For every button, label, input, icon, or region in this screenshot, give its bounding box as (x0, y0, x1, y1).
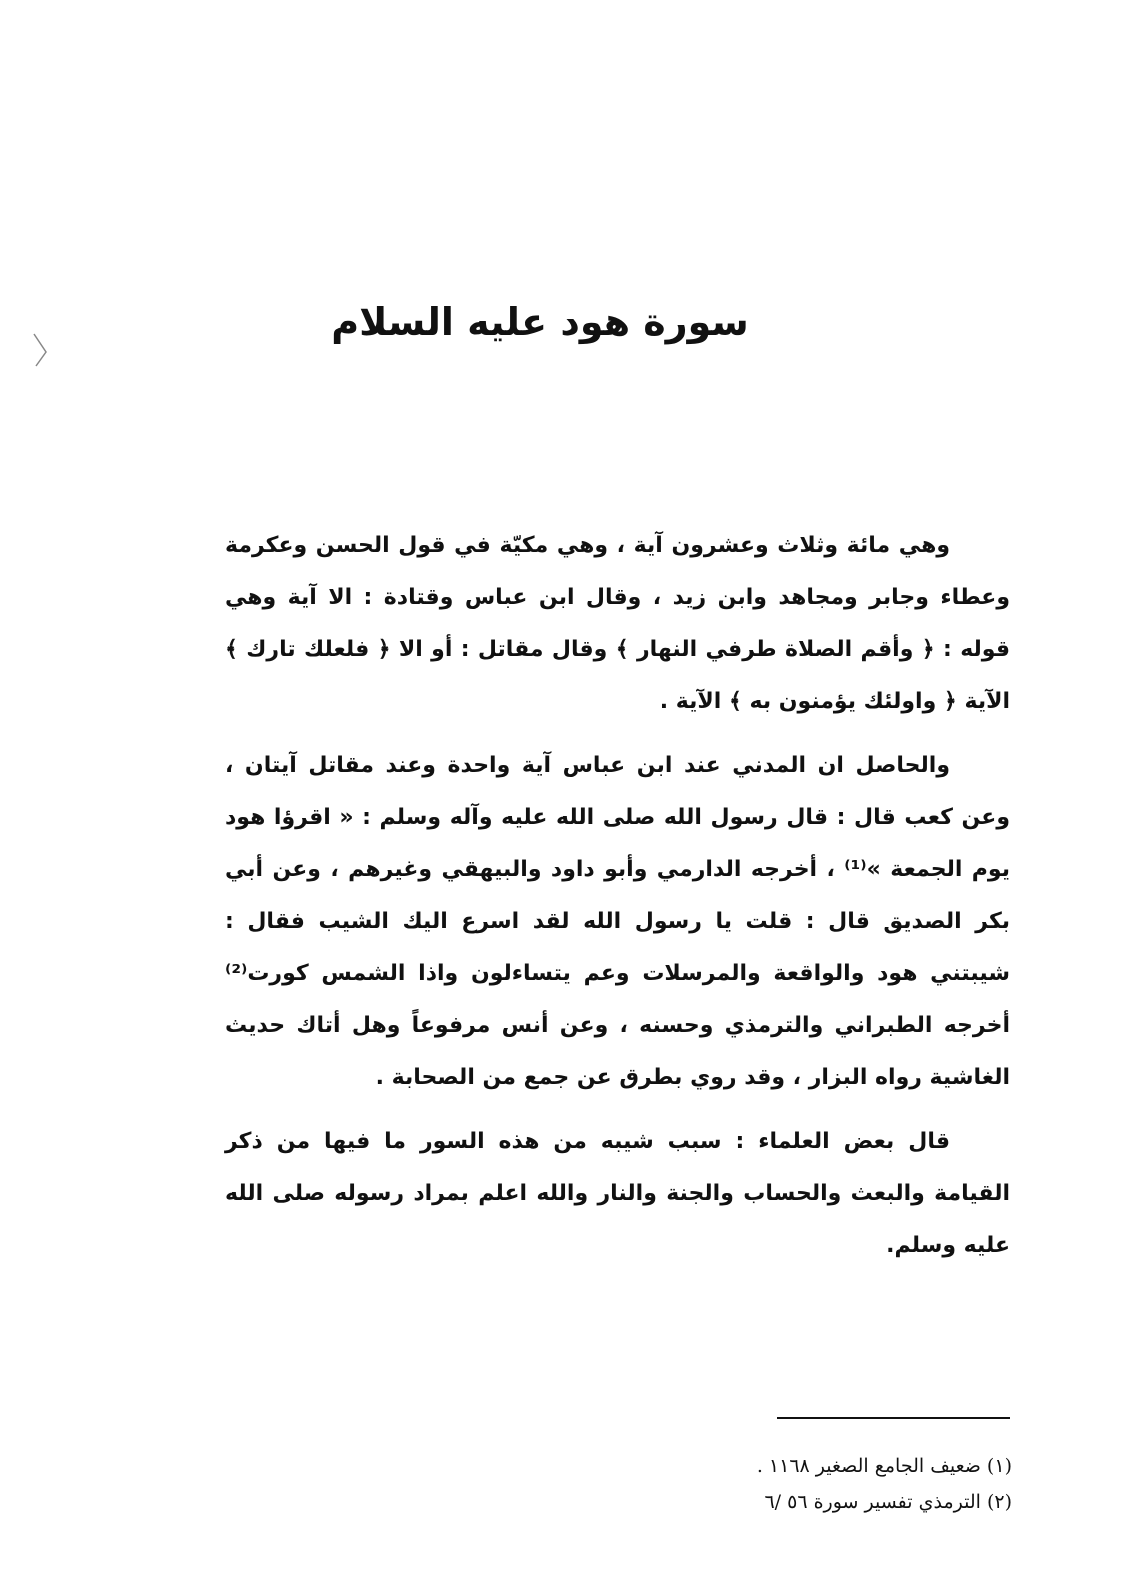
page-edge-mark (30, 330, 52, 370)
paragraph-1: وهي مائة وثلاث وعشرون آية ، وهي مكيّة في قول الحسن وعكرمة وعطاء وجابر ومجاهد وابن زيد ، وقال ابن عباس وقتادة : الا آية وهي قوله : ﴿ وأقم الصلاة طرفي النهار ﴾ وقال مقاتل : أو الا ﴿ فلعلك تارك ﴾ الآية ﴿ واولئك يؤمنون به ﴾ الآية . (225, 533, 1010, 714)
footnote-1: (١) ضعيف الجامع الصغير ١١٦٨ . (756, 1455, 1012, 1477)
paragraph-3: قال بعض العلماء : سبب شيبه من هذه السور ما فيها من ذكر القيامة والبعث والحساب والجنة والنار والله اعلم بمراد رسوله صلى الله عليه وسلم. (225, 1129, 1010, 1258)
surah-title: سورة هود عليه السلام (331, 300, 749, 344)
footnotes (560, 1448, 1012, 1520)
body-text (225, 520, 1010, 1272)
footnote-2: (٢) الترمذي تفسير سورة ٥٦ /٦ (764, 1491, 1012, 1513)
paragraph-2: والحاصل ان المدني عند ابن عباس آية واحدة وعند مقاتل آيتان ، وعن كعب قال : قال رسول الله صلى الله عليه وآله وسلم : « اقرؤا هود يوم الجمعة »⁽¹⁾ ، أخرجه الدارمي وأبو داود والبيهقي وغيرهم ، وعن أبي بكر الصديق قال : قلت يا رسول الله لقد اسرع اليك الشيب فقال : شيبتني هود والواقعة والمرسلات وعم يتساءلون واذا الشمس كورت⁽²⁾ أخرجه الطبراني والترمذي وحسنه ، وعن أنس مرفوعاً وهل أتاك حديث الغاشية رواه البزار ، وقد روي بطرق عن جمع من الصحابة . (225, 753, 1010, 1090)
footnote-separator (777, 1417, 1010, 1419)
